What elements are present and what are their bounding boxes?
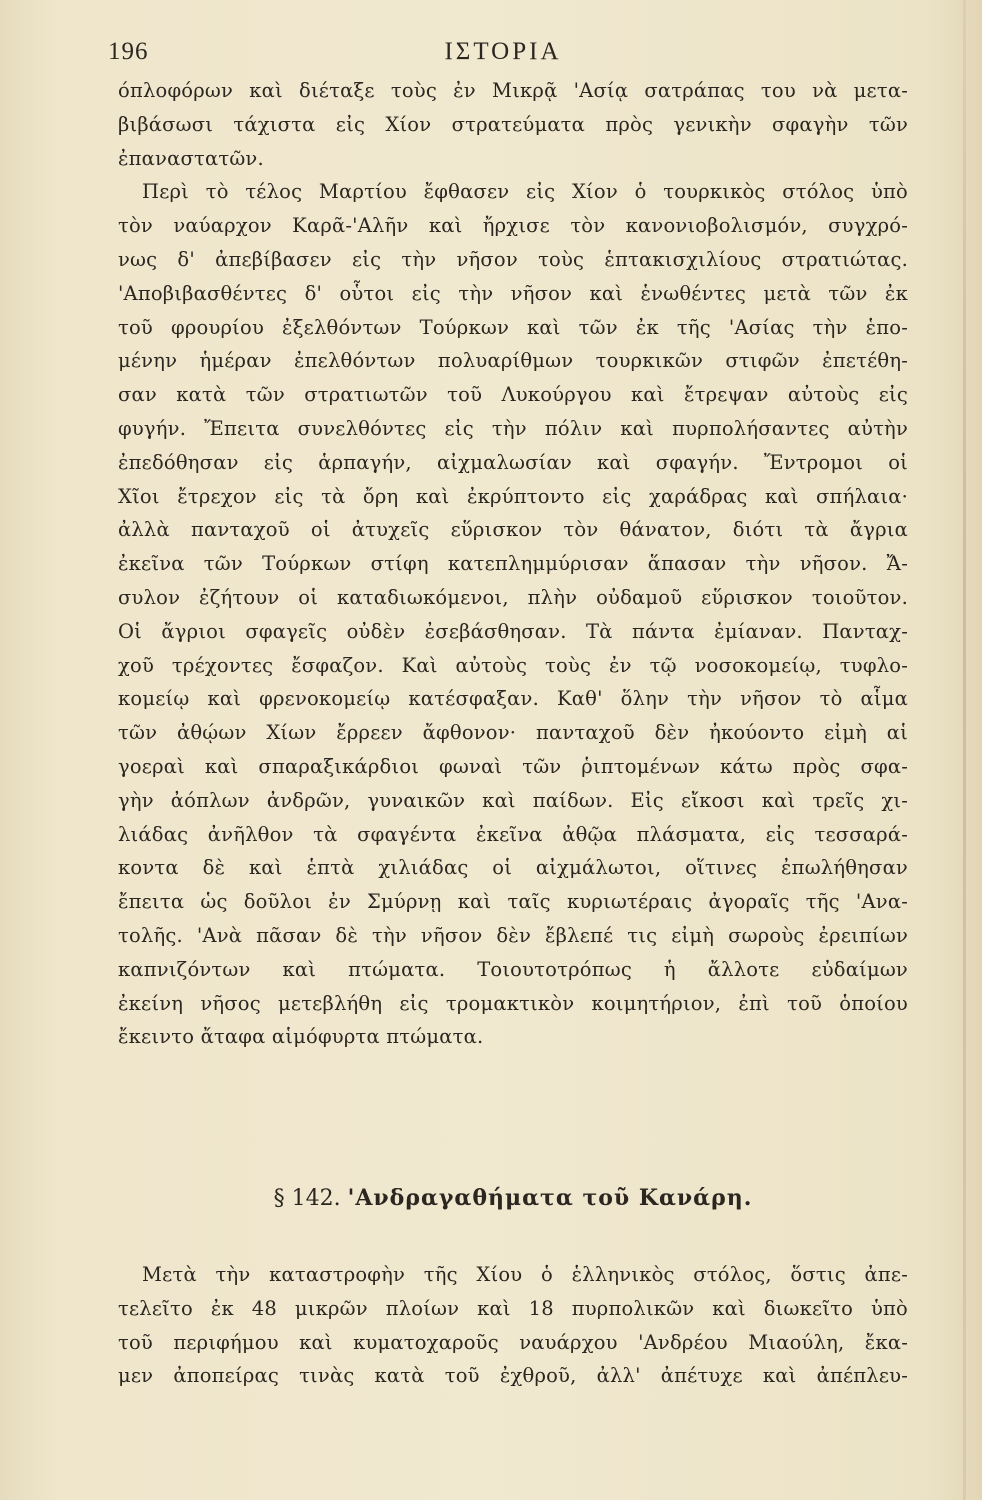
text-line: καπνιζόντων καὶ πτώματα. Τοιουτοτρόπως ἡ ἄλλοτε εὐδαίμων — [118, 957, 908, 981]
text-line: Περὶ τὸ τέλος Μαρτίου ἔφθασεν εἰς Χίον ὁ τουρκικὸς στόλος ὑπὸ — [142, 180, 908, 204]
text-line: λιάδας ἀνῆλθον τὰ σφαγέντα ἐκεῖνα ἀθῷα πλάσματα, εἰς τεσσαρά- — [118, 822, 908, 846]
text-line: μεν ἀποπείρας τινὰς κατὰ τοῦ ἐχθροῦ, ἀλλ' ἀπέτυχε καὶ ἀπέπλευ- — [118, 1364, 908, 1388]
section-heading — [118, 1168, 908, 1228]
text-line: ἔπειτα ὡς δοῦλοι ἐν Σμύρνῃ καὶ ταῖς κυριωτέραις ἀγοραῖς τῆς 'Ανα- — [118, 890, 908, 914]
section-title: 'Ανδραγαθήματα τοῦ Κανάρη. — [347, 1185, 753, 1211]
text-line: Μετὰ τὴν καταστροφὴν τῆς Χίου ὁ ἑλληνικὸς στόλος, ὅστις ἀπε- — [142, 1263, 908, 1286]
paragraph-3 — [118, 1258, 908, 1393]
text-line: τοῦ φρουρίου ἐξελθόντων Τούρκων καὶ τῶν ἐκ τῆς 'Ασίας τὴν ἑπο- — [118, 315, 908, 339]
text-line: μένην ἡμέραν ἐπελθόντων πολυαρίθμων τουρκικῶν στιφῶν ἐπετέθη- — [118, 349, 908, 373]
text-line: νως δ' ἀπεβίβασεν εἰς τὴν νῆσον τοὺς ἑπτακισχιλίους στρατιώτας. — [118, 247, 908, 271]
page-header — [108, 38, 898, 72]
main-text — [118, 74, 908, 1054]
text-line: τὸν ναύαρχον Καρᾶ-'Αλῆν καὶ ἤρχισε τὸν κανονιοβολισμόν, συγχρό- — [118, 214, 908, 238]
text-line: χοῦ τρέχοντες ἔσφαζον. Καὶ αὐτοὺς τοὺς ἐν τῷ νοσοκομείῳ, τυφλο- — [118, 653, 908, 677]
text-line: ἀλλὰ πανταχοῦ οἱ ἀτυχεῖς εὕρισκον τὸν θάνατον, διότι τὰ ἄγρια — [118, 518, 908, 542]
text-line: γὴν ἀόπλων ἀνδρῶν, γυναικῶν καὶ παίδων. Εἰς εἴκοσι καὶ τρεῖς χι- — [118, 788, 908, 812]
text-line: συλον ἐζήτουν οἱ καταδιωκόμενοι, πλὴν οὐδαμοῦ εὕρισκον τοιοῦτον. — [118, 585, 908, 609]
text-line: τῶν ἀθῴων Χίων ἔρρεεν ἄφθονον· πανταχοῦ δὲν ἠκούοντο εἰμὴ αἱ — [118, 721, 908, 745]
text-line: τολῆς. 'Ανὰ πᾶσαν δὲ τὴν νῆσον δὲν ἔβλεπέ τις εἰμὴ σωροὺς ἐρειπίων — [118, 923, 908, 947]
text-line: όπλοφόρων καὶ διέταξε τοὺς ἐν Μικρᾷ 'Ασίᾳ σατράπας του νὰ μετα- — [118, 79, 908, 102]
text-line: ἐπεδόθησαν εἰς ἁρπαγήν, αἰχμαλωσίαν καὶ σφαγήν. Ἔντρομοι οἱ — [118, 450, 908, 474]
text-line: γοεραὶ καὶ σπαραξικάρδιοι φωναὶ τῶν ῥιπτομένων κάτω πρὸς σφα- — [118, 754, 908, 778]
page-edge — [963, 0, 966, 1500]
text-line: ἐπαναστατῶν. — [118, 146, 264, 170]
text-line: φυγήν. Ἔπειτα συνελθόντες εἰς τὴν πόλιν καὶ πυρπολήσαντες αὐτὴν — [118, 416, 908, 440]
text-line: Χῖοι ἔτρεχον εἰς τὰ ὄρη καὶ ἐκρύπτοντο εἰς χαράδρας καὶ σπήλαια· — [118, 484, 908, 508]
text-line: ἐκείνη νῆσος μετεβλήθη εἰς τρομακτικὸν κοιμητήριον, ἐπὶ τοῦ ὁποίου — [118, 991, 908, 1015]
section-number: § 142. — [273, 1186, 341, 1211]
paragraph-1 — [118, 74, 908, 175]
text-line: ἐκεῖνα τῶν Τούρκων στίφη κατεπλημμύρισαν ἅπασαν τὴν νῆσον. Ἄ- — [118, 552, 908, 576]
text-line: βιβάσωσι τάχιστα εἰς Χίον στρατεύματα πρὸς γενικὴν σφαγὴν τῶν — [118, 112, 908, 136]
text-line: κομείῳ καὶ φρενοκομείῳ κατέσφαξαν. Καθ' ὅλην τὴν νῆσον τὸ αἷμα — [118, 687, 908, 711]
running-title: ΙΣΤΟΡΙΑ — [444, 38, 562, 65]
text-line: τοῦ περιφήμου καὶ κυματοχαροῦς ναυάρχου 'Ανδρέου Μιαούλη, ἔκα- — [118, 1330, 908, 1354]
text-line: σαν κατὰ τῶν στρατιωτῶν τοῦ Λυκούργου καὶ ἔτρεψαν αὐτοὺς εἰς — [118, 383, 908, 407]
text-line: τελεῖτο ἐκ 48 μικρῶν πλοίων καὶ 18 πυρπολικῶν καὶ διωκεῖτο ὑπὸ — [118, 1296, 908, 1320]
text-line: ἔκειντο ἄταφα αἱμόφυρτα πτώματα. — [118, 1025, 484, 1049]
page-number: 196 — [108, 38, 149, 65]
text-line: Οἱ ἄγριοι σφαγεῖς οὐδὲν ἐσεβάσθησαν. Τὰ πάντα ἐμίαναν. Πανταχ- — [118, 619, 908, 643]
paragraph-2 — [118, 175, 908, 1054]
section-142 — [118, 1185, 908, 1393]
text-line: κοντα δὲ καὶ ἑπτὰ χιλιάδας οἱ αἰχμάλωτοι, οἵτινες ἐπωλήθησαν — [118, 856, 908, 880]
text-line: 'Αποβιβασθέντες δ' οὗτοι εἰς τὴν νῆσον καὶ ἑνωθέντες μετὰ τῶν ἐκ — [118, 281, 908, 305]
